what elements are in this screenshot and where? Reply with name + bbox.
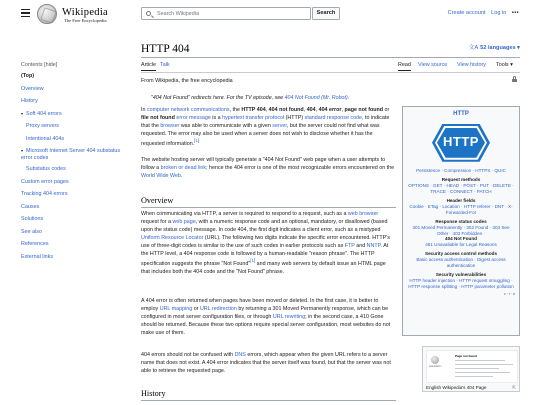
collapse-caret-icon[interactable]: ▾ — [21, 148, 24, 154]
text: , the — [229, 107, 242, 113]
thumbnail-caption: English Wikipedia's 404 Page — [426, 385, 487, 390]
toc-item-tracking-404[interactable]: Tracking 404 errors — [21, 191, 68, 198]
user-links — [444, 10, 519, 18]
link-error-message[interactable]: error message — [176, 115, 211, 122]
enlarge-icon[interactable]: ⇱ — [512, 385, 516, 390]
text: , with a numeric response code and an optional, mandatory, or disallowed (based upon the status code) message. In code 404, the first digit indicates a client error, such as a mistyped — [141, 219, 388, 234]
link-world-wide-web[interactable]: World Wide Web — [141, 173, 181, 180]
languages-label: 52 languages — [480, 45, 516, 51]
hatnote-link[interactable]: 404 Not Found (Mr. Robot) — [284, 95, 348, 101]
site-header — [0, 0, 540, 28]
language-icon: 文A — [468, 45, 479, 51]
text: , — [341, 107, 345, 113]
infobox-response-codes[interactable]: 301 Moved Permanently · 302 Found · 303 See Other · 403 Forbidden · — [412, 224, 510, 236]
table-of-contents — [21, 62, 131, 266]
mini-globe-logo — [431, 356, 439, 364]
thumbnail-404-page[interactable] — [422, 346, 520, 392]
text: or — [383, 107, 390, 113]
infobox-header-fields[interactable]: Cookie · ETag · Location · HTTP referer · DNT · X-Forwarded-For — [409, 203, 513, 215]
link-standard-response-code[interactable]: standard response code — [304, 115, 362, 122]
toc-item-see-also[interactable]: See also — [21, 228, 42, 235]
infobox-response-codes-451[interactable]: 451 Unavailable for Legal Reasons — [425, 242, 497, 248]
text: errors, which appear when the given URL refers to a server name that does not exist. A 404 error indicates that the server itself was found, but that the server was not able to retrieve the requested page. — [141, 352, 391, 375]
lead-paragraph-1 — [141, 106, 396, 148]
link-dns[interactable]: DNS — [234, 352, 246, 358]
mini-heading: Page not found — [455, 354, 477, 358]
bold-term: 404 not found — [268, 107, 304, 113]
title-divider — [141, 57, 520, 58]
toc-item-label: Soft 404 errors — [26, 110, 62, 117]
link-url-redirection[interactable]: URL redirection — [199, 306, 237, 313]
hatnote — [151, 95, 349, 102]
create-account-link[interactable]: Create account — [447, 10, 486, 16]
text: , — [315, 107, 319, 113]
wikipedia-wordmark[interactable]: Wikipedia — [62, 7, 109, 18]
link-url-rewriting[interactable]: URL rewriting — [272, 314, 306, 321]
toc-heading[interactable]: Contents [hide] — [21, 62, 58, 68]
wikipedia-404-screenshot-image[interactable] — [426, 350, 518, 383]
link-computer-network[interactable]: computer network communications — [146, 107, 230, 113]
search-input[interactable] — [141, 7, 311, 20]
infobox-heading-header-fields: Header fields — [446, 197, 476, 203]
text: (HTTP) — [284, 115, 305, 122]
tab-view-source[interactable]: View source — [418, 62, 448, 68]
bold-term: HTTP 404 — [241, 107, 266, 113]
text: ; hence the 404 error is one of the most recognizable errors encountered on the — [206, 165, 395, 172]
wikipedia-globe-logo[interactable] — [37, 4, 57, 24]
from-wikipedia-note: From Wikipedia, the free encyclopedia — [141, 78, 233, 84]
toc-item-custom-error-pages[interactable]: Custom error pages — [21, 178, 69, 185]
heading-history: History — [141, 388, 396, 401]
text: (URL). The following two digits indicate the specific error encountered. HTTP's use of three-digit codes is similar to the use of such codes in earlier protocols such as — [141, 235, 390, 250]
text: . — [180, 173, 183, 180]
tools-label: Tools — [496, 62, 509, 68]
more-options-icon[interactable]: ••• — [511, 10, 519, 16]
infobox-vulnerabilities[interactable]: HTTP header injection · HTTP request smuggling · HTTP response splitting · HTTP parameter pollution — [408, 278, 514, 290]
page-title: HTTP 404 — [141, 43, 190, 55]
text: and many web servers by default issue an HTML page that includes both the 404 code and the "Not Found" phrase. — [141, 260, 386, 275]
text: , but the server could not find what was requested. The error may also be used when a server does not wish to disclose whether it has the requested information. — [141, 123, 380, 147]
vte-links[interactable]: v · t · e — [503, 292, 515, 297]
text: is a — [210, 115, 223, 122]
toc-item-causes[interactable]: Causes — [21, 203, 40, 210]
tab-view-history[interactable]: View history — [457, 62, 486, 68]
toc-item-microsoft-substatus[interactable] — [21, 148, 131, 161]
search-placeholder: Search Wikipedia — [157, 11, 199, 17]
text: , to indicate that the — [141, 115, 390, 130]
toc-item-solutions[interactable]: Solutions — [21, 216, 44, 223]
link-server[interactable]: server — [272, 123, 287, 130]
http-infobox — [402, 106, 520, 336]
overview-paragraph-3 — [141, 351, 396, 375]
toc-item-references[interactable]: References — [21, 241, 49, 248]
infobox-404-current: 404 Not Found — [445, 236, 477, 242]
infobox-access-control[interactable]: Basic access authentication · Digest access authentication — [416, 257, 506, 269]
text: and — [354, 243, 367, 250]
toc-item-overview[interactable]: Overview — [21, 85, 44, 92]
text: , — [265, 107, 269, 113]
infobox-heading-access-control: Security access control methods — [425, 251, 497, 257]
toc-item-substatus-codes[interactable]: Substatus codes — [26, 166, 66, 173]
link-nntp[interactable]: NNTP — [366, 243, 381, 250]
toc-item-label: Microsoft Internet Server 404 substatus error codes — [21, 148, 121, 161]
log-in-link[interactable]: Log in — [491, 10, 507, 16]
tab-read[interactable]: Read — [398, 62, 411, 71]
bold-term: page not found — [344, 107, 384, 113]
toc-item-intentional-404s[interactable]: Intentional 404s — [26, 135, 65, 142]
wikipedia-tagline: The Free Encyclopedia — [64, 18, 107, 23]
text: was able to communicate with a given — [179, 123, 273, 130]
bold-term: file not found — [141, 115, 175, 122]
text: by returning a 301 Moved Permanently response, which can be configured in most server configuration files, or through — [141, 306, 389, 321]
infobox-heading-vulnerabilities: Security vulnerabilities — [435, 272, 487, 278]
infobox-request-methods[interactable]: OPTIONS · GET · HEAD · POST · PUT · DELETE · TRACE · CONNECT · PATCH — [408, 182, 514, 194]
toc-item-proxy-servers[interactable]: Proxy servers — [26, 123, 59, 130]
infobox-heading-response-codes: Response status codes — [435, 218, 487, 224]
infobox-title[interactable]: HTTP — [453, 111, 469, 117]
search-icon — [146, 11, 151, 16]
http-logo-text: HTTP — [443, 133, 479, 149]
toc-item-soft-404[interactable] — [21, 111, 131, 118]
toc-item-history[interactable]: History — [21, 98, 38, 105]
search-button[interactable]: Search — [312, 7, 340, 20]
text: request for a — [141, 219, 173, 226]
hatnote-text: "404 Not Found" redirects here. For the TV episode, see — [151, 95, 285, 101]
text: or — [192, 306, 200, 313]
link-web-browser[interactable]: web browser — [347, 211, 379, 217]
http-logo-image[interactable] — [432, 124, 490, 162]
text: A 404 error is often returned when pages have been moved or deleted. In the first case, it is better to employ — [141, 298, 379, 313]
reference-1[interactable]: [1] — [194, 138, 200, 144]
page-tabs — [141, 62, 520, 71]
toc-item-external-links[interactable]: External links — [21, 253, 54, 260]
text: , — [303, 107, 307, 113]
reference-1[interactable]: [1] — [250, 258, 256, 264]
link-browser[interactable]: browser — [160, 123, 180, 130]
overview-paragraph-1 — [141, 210, 396, 276]
tools-menu[interactable]: Tools ▾ — [496, 62, 513, 68]
main-menu-icon[interactable] — [21, 9, 30, 17]
mini-wordmark: WIKIPEDIA — [429, 365, 442, 368]
bold-term: 404 error — [318, 107, 342, 113]
link-hypertext-transfer-protocol[interactable]: hypertext transfer protocol — [222, 115, 285, 122]
overview-paragraph-2 — [141, 297, 396, 337]
infobox-heading-request-methods: Request methods — [441, 176, 481, 182]
hatnote-period: . — [347, 95, 350, 101]
language-selector[interactable]: 文A 52 languages ▾ — [468, 45, 520, 51]
bold-term: 404 — [306, 107, 316, 113]
tab-article[interactable]: Article — [141, 62, 156, 71]
toc-item-top[interactable]: (Top) — [21, 73, 35, 80]
lead-paragraph-2 — [141, 156, 396, 180]
text: The website hosting server will typically generate a "404 Not Found" web page when a user attempts to follow a — [141, 157, 386, 172]
heading-overview: Overview — [141, 195, 396, 208]
text: In — [141, 107, 147, 113]
infobox-topics[interactable]: Persistence · Compression · HTTPS · QUIC — [416, 167, 506, 173]
text: ; in the second case, a 410 Gone should be returned. Because these two options require special server configuration, most websites do not make use of them. — [141, 314, 391, 337]
link-url-mapping[interactable]: URL mapping — [159, 306, 193, 313]
text: When communicating via HTTP, a server is required to respond to a request, such as a — [141, 211, 348, 217]
link-ftp[interactable]: FTP — [344, 243, 355, 250]
text: . At the HTTP level, a 404 response code is followed by a human-readable "reason phrase". The HTTP specification suggests the phrase "Not Found" — [141, 243, 389, 267]
link-url[interactable]: Uniform Resource Locator — [141, 235, 204, 242]
tabs-divider — [141, 72, 520, 73]
lock-icon[interactable] — [512, 76, 517, 82]
collapse-caret-icon[interactable]: ▾ — [21, 110, 24, 116]
tab-talk[interactable]: Talk — [160, 62, 170, 68]
text: 404 errors should not be confused with — [141, 352, 235, 358]
link-broken-dead-link[interactable]: broken or dead link — [160, 165, 207, 172]
link-web-page[interactable]: web page — [172, 219, 196, 226]
